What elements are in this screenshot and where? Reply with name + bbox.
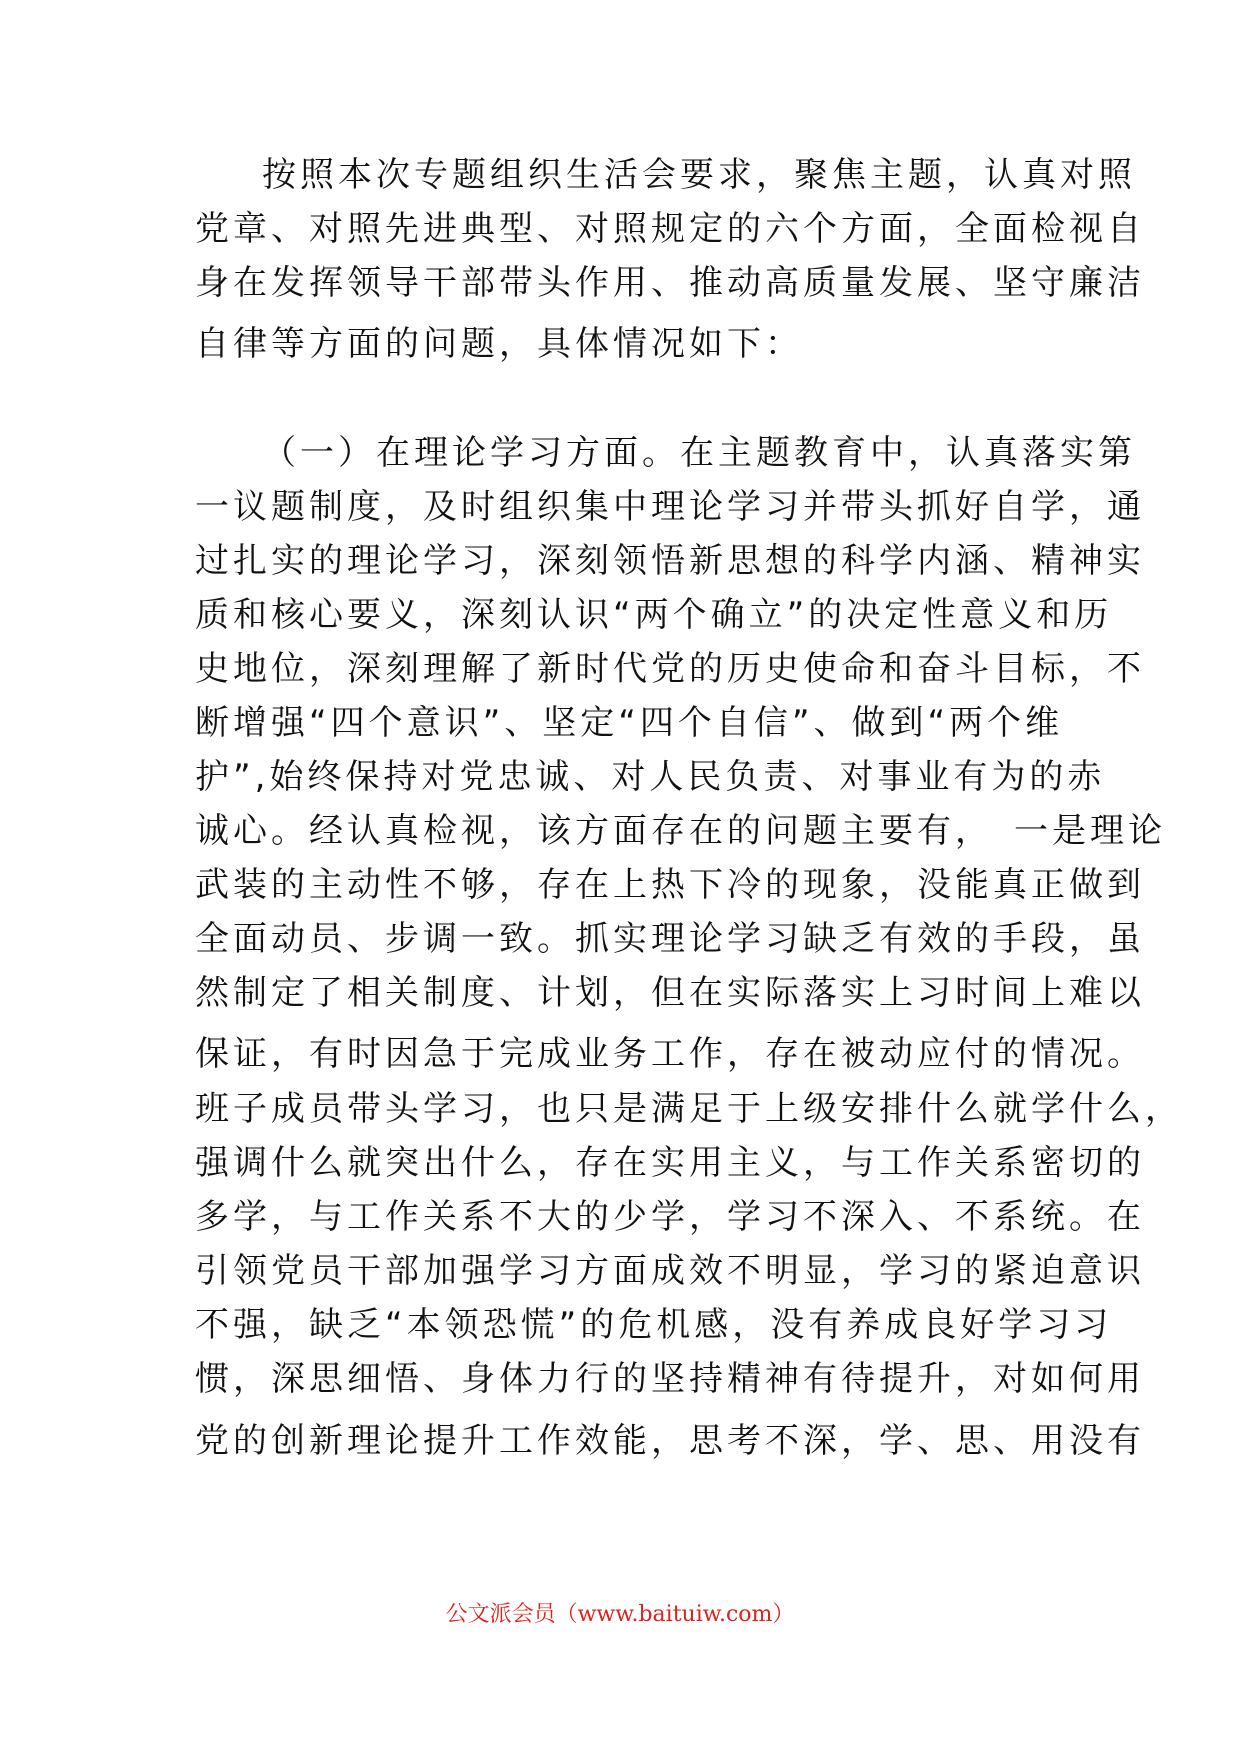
paragraph-2-line-14: 强调什么就突出什么，存在实用主义，与工作关系密切的 <box>195 1143 1145 1183</box>
paragraph-1-line-3: 身在发挥领导干部带头作用、推动高质量发展、坚守廉洁 <box>195 263 1145 303</box>
paragraph-2-line-1: （一）在理论学习方面。在主题教育中，认真落实第 <box>262 433 1136 473</box>
paragraph-2-line-8: 诚心。经认真检视，该方面存在的问题主要有， 一是理论 <box>195 811 1166 851</box>
paragraph-2-line-4: 质和核心要义，深刻认识“两个确立”的决定性意义和历 <box>195 595 1113 635</box>
paragraph-2-line-15: 多学，与工作关系不大的少学，学习不深入、不系统。在 <box>195 1197 1145 1237</box>
paragraph-2-line-2: 一议题制度，及时组织集中理论学习并带头抓好自学，通 <box>195 487 1145 527</box>
paragraph-2-line-9: 武装的主动性不够，存在上热下冷的现象，没能真正做到 <box>195 865 1145 905</box>
paragraph-2-line-7: 护”,始终保持对党忠诚、对人民负责、对事业有为的赤 <box>195 757 1106 797</box>
paragraph-1-line-1: 按照本次专题组织生活会要求，聚焦主题，认真对照 <box>262 155 1136 195</box>
paragraph-2-line-19: 党的创新理论提升工作效能，思考不深，学、思、用没有 <box>195 1421 1145 1461</box>
paragraph-2-line-6: 断增强“四个意识”、坚定“四个自信”、做到“两个维 <box>195 703 1064 743</box>
paragraph-2-line-10: 全面动员、步调一致。抓实理论学习缺乏有效的手段，虽 <box>195 919 1145 959</box>
paragraph-2-line-18: 惯，深思细悟、身体力行的坚持精神有待提升，对如何用 <box>195 1359 1145 1399</box>
paragraph-1-line-4: 自律等方面的问题，具体情况如下： <box>195 324 803 364</box>
paragraph-2-line-11: 然制定了相关制度、计划，但在实际落实上习时间上难以 <box>195 973 1145 1013</box>
paragraph-1-line-2: 党章、对照先进典型、对照规定的六个方面，全面检视自 <box>195 209 1145 249</box>
paragraph-2-line-12: 保证，有时因急于完成业务工作，存在被动应付的情况。 <box>195 1034 1145 1074</box>
paragraph-2-line-5: 史地位，深刻理解了新时代党的历史使命和奋斗目标，不 <box>195 649 1145 689</box>
paragraph-2-line-16: 引领党员干部加强学习方面成效不明显，学习的紧迫意识 <box>195 1251 1145 1291</box>
footer-watermark: 公文派会员（www.baituiw.com） <box>445 1602 795 1627</box>
paragraph-2-line-17: 不强，缺乏“本领恐慌”的危机感，没有养成良好学习习 <box>195 1305 1113 1345</box>
paragraph-2-line-13: 班子成员带头学习，也只是满足于上级安排什么就学什么， <box>195 1089 1183 1129</box>
paragraph-2-line-3: 过扎实的理论学习，深刻领悟新思想的科学内涵、精神实 <box>195 541 1145 581</box>
